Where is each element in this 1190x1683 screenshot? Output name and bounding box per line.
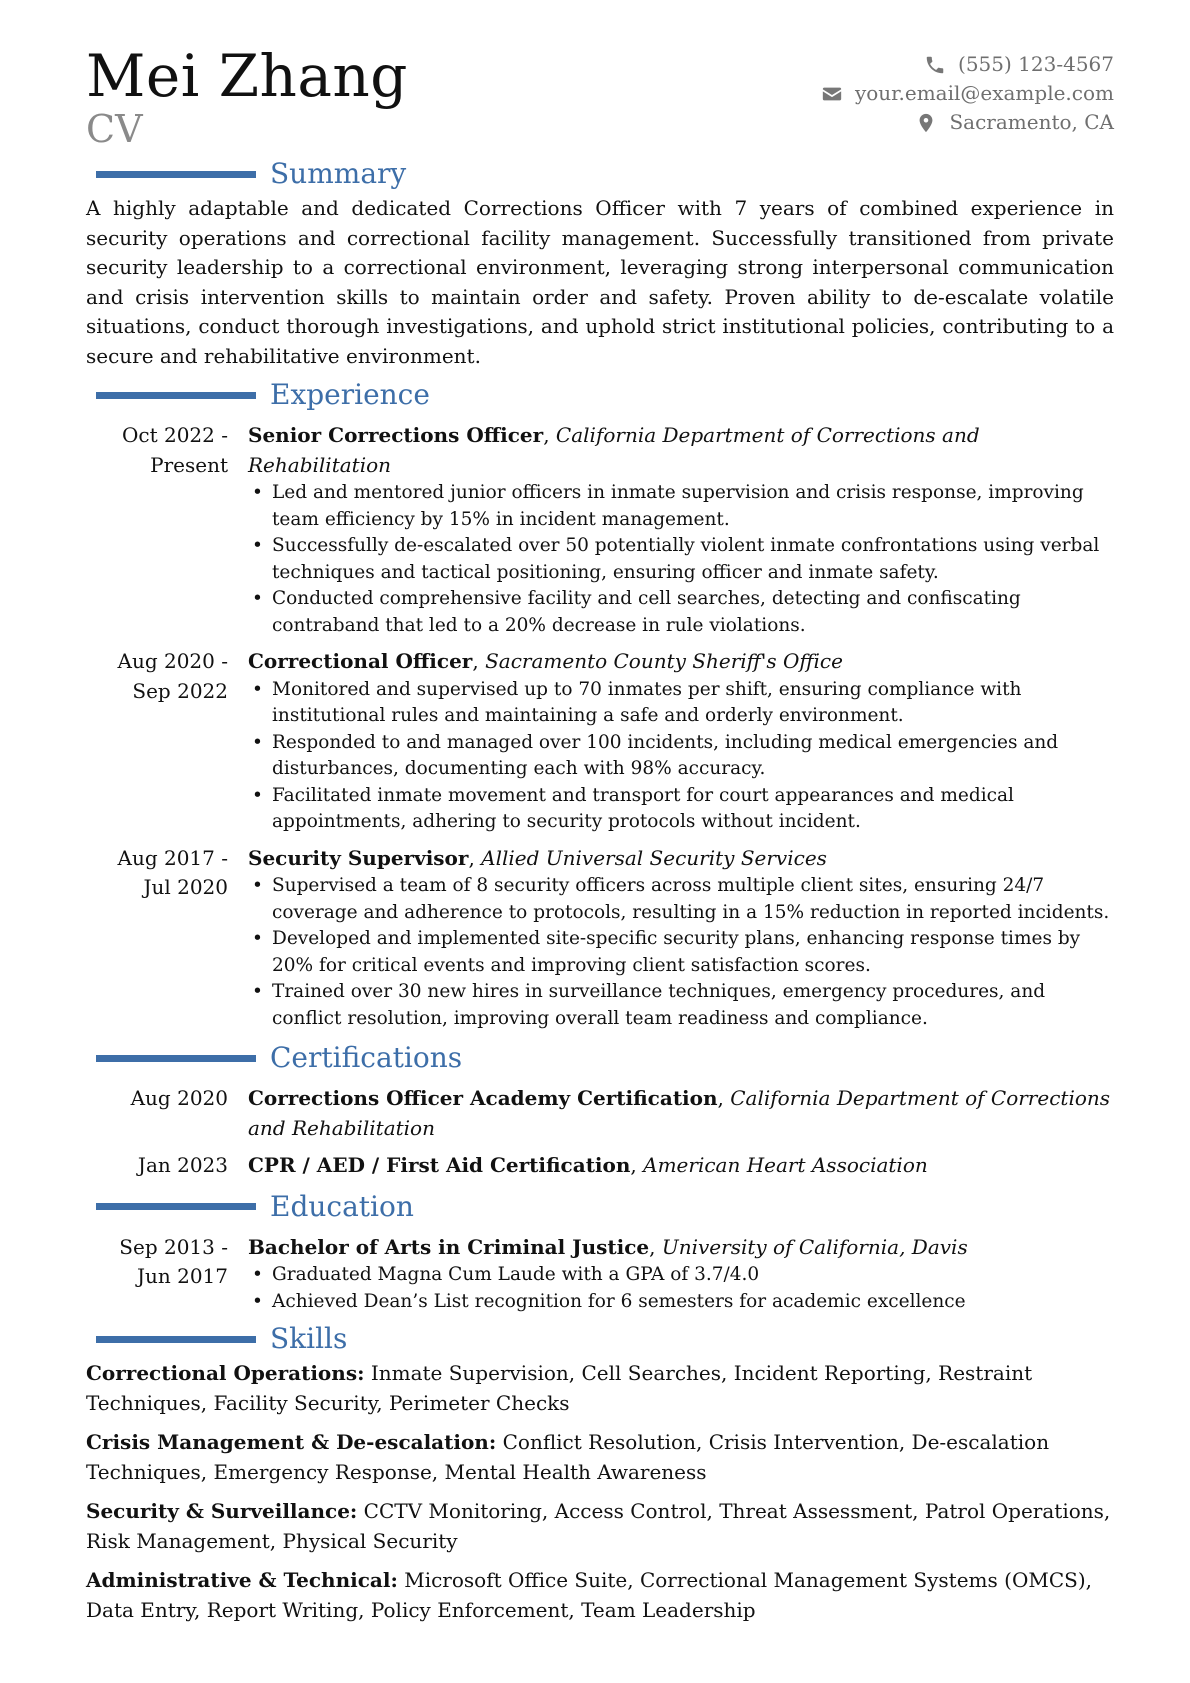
section-rule (96, 392, 256, 399)
bullet-item: • Responded to and managed over 100 incidents, including medical emergencies and disturbances, documenting each with 98% accuracy. (272, 730, 1114, 783)
section-heading (86, 375, 1114, 415)
bullet-item: • Conducted comprehensive facility and cell searches, detecting and confiscating contraband that led to a 20% decrease in rule violations. (272, 586, 1114, 639)
section-title: Certifications (270, 1041, 463, 1074)
bullet-item: • Trained over 30 new hires in surveillance techniques, emergency procedures, and conflict resolution, improving overall team readiness and compliance. (272, 979, 1114, 1032)
entry-date: Jan 2023 (137, 1153, 228, 1177)
section-title: Skills (270, 1322, 348, 1355)
contact-location (821, 108, 1114, 137)
bullet-list (248, 1262, 1114, 1315)
entry-org: Allied Universal Security Services (481, 845, 827, 870)
bullet-list (248, 677, 1114, 836)
contact-phone (821, 50, 1114, 79)
skill-row (86, 1497, 1114, 1556)
skill-row (86, 1428, 1114, 1487)
entry-date: Oct 2022 - Present (121, 423, 228, 477)
certification-entry: Aug 2020 Corrections Officer Academy Certification, California Department of Corrections and Rehabilitation (86, 1084, 1114, 1143)
bullet-item: • Monitored and supervised up to 70 inmates per shift, ensuring compliance with institutional rules and maintaining a safe and orderly environment. (272, 677, 1114, 730)
entry-date: Aug 2017 - Jul 2020 (117, 845, 228, 899)
summary-section (86, 154, 1114, 371)
bullet-list (248, 480, 1114, 639)
experience-section (86, 375, 1114, 1032)
section-title: Education (270, 1189, 414, 1223)
skill-category: Administrative & Technical: (86, 1568, 398, 1592)
email-link[interactable]: your.email@example.com (854, 81, 1114, 105)
entry-date: Aug 2020 (130, 1086, 228, 1110)
cv-header (86, 44, 1114, 154)
experience-entry: Aug 2020 - Sep 2022 Correctional Officer, Sacramento County Sheriff's Office • Monitored and supervised up to 70 inmates per shift, ensuring compliance with institutional rules and maintaining a safe and orderly environment. • Responded to and managed over 100 incidents, including medical emergencies and disturbances, documenting each with 98% accuracy. • Facilitated inmate movement and transport for court appearances and medical appointments, adhering to security protocols without incident. (86, 647, 1114, 836)
skill-row (86, 1566, 1114, 1625)
entry-date: Aug 2020 - Sep 2022 (117, 649, 228, 703)
section-heading (86, 1038, 1114, 1078)
contact-email[interactable] (821, 79, 1114, 108)
phone-icon (924, 54, 946, 76)
skill-category: Correctional Operations: (86, 1361, 365, 1385)
education-entry: Sep 2013 - Jun 2017 Bachelor of Arts in Criminal Justice, University of California, Davis • Graduated Magna Cum Laude with a GPA of 3.7/4.0 • Achieved Dean’s List recognition for 6 semesters for academic excellence (86, 1233, 1114, 1316)
section-rule (96, 171, 256, 178)
certifications-section (86, 1038, 1114, 1181)
map-pin-icon (915, 112, 937, 134)
entry-date: Sep 2013 - Jun 2017 (119, 1234, 228, 1288)
skill-values: Conflict Resolution, Crisis Intervention, De-escalation Techniques, Emergency Response, Mental Health Awareness (86, 1430, 1050, 1484)
entry-org: University of California, Davis (661, 1234, 968, 1259)
section-rule (96, 1336, 256, 1343)
bullet-item: • Supervised a team of 8 security officers across multiple client sites, ensuring 24/7 coverage and adherence to protocols, resulting in a 15% reduction in reported incidents. (272, 873, 1114, 926)
section-rule (96, 1055, 256, 1062)
skills-list (86, 1359, 1114, 1625)
section-heading (86, 154, 1114, 194)
education-section (86, 1187, 1114, 1316)
contact-info (821, 50, 1114, 137)
experience-entry: Aug 2017 - Jul 2020 Security Supervisor, Allied Universal Security Services • Supervised a team of 8 security officers across multiple client sites, ensuring 24/7 coverage and adherence to protocols, resulting in a 15% reduction in reported incidents. • Developed and implemented site-specific security plans, enhancing response times by 20% for critical events and improving client satisfaction scores. • Trained over 30 new hires in surveillance techniques, emergency procedures, and conflict resolution, improving overall team readiness and compliance. (86, 844, 1114, 1033)
experience-entry: Oct 2022 - Present Senior Corrections Officer, California Department of Corrections and Rehabilitation • Led and mentored junior officers in inmate supervision and crisis response, improving team efficiency by 15% in incident management. • Successfully de-escalated over 50 potentially violent inmate confrontations using verbal techniques and tactical positioning, ensuring officer and inmate safety. • Conducted comprehensive facility and cell searches, detecting and confiscating contraband that led to a 20% decrease in rule violations. (86, 421, 1114, 639)
entry-org: California Department of Corrections and Rehabilitation (248, 1086, 1111, 1140)
document-subtitle: CV (86, 107, 143, 151)
skill-values: Inmate Supervision, Cell Searches, Incident Reporting, Restraint Techniques, Facility Security, Perimeter Checks (86, 1361, 1033, 1415)
skill-category: Crisis Management & De-escalation: (86, 1430, 497, 1454)
bullet-list (248, 873, 1114, 1032)
entry-org: Sacramento County Sheriff's Office (485, 649, 843, 673)
summary-text: A highly adaptable and dedicated Corrections Officer with 7 years of combined experience in security operations and correctional facility management. Successfully transitioned from private security leadership to a correctional environment, leveraging strong interpersonal communication and crisis intervention skills to maintain order and safety. Proven ability to de-escalate volatile situations, conduct thorough investigations, and uphold strict institutional policies, contributing to a secure and rehabilitative environment. (86, 196, 1114, 368)
entry-role: Senior Corrections Officer (248, 423, 544, 447)
section-title: Summary (270, 157, 407, 190)
certification-entry: Jan 2023 CPR / AED / First Aid Certification, American Heart Association (86, 1151, 1114, 1181)
entry-role: Security Supervisor (248, 845, 469, 870)
skills-section (86, 1319, 1114, 1625)
entry-role: Correctional Officer (248, 649, 473, 673)
skill-row (86, 1359, 1114, 1418)
section-heading (86, 1319, 1114, 1359)
entry-role: Corrections Officer Academy Certification (248, 1086, 718, 1110)
person-name: Mei Zhang (86, 42, 408, 110)
bullet-item: • Developed and implemented site-specific security plans, enhancing response times by 20% for critical events and improving client satisfaction scores. (272, 926, 1114, 979)
phone-text: (555) 123-4567 (958, 52, 1114, 76)
section-heading (86, 1187, 1114, 1227)
skill-values: CCTV Monitoring, Access Control, Threat Assessment, Patrol Operations, Risk Management, Physical Security (86, 1499, 1111, 1553)
bullet-item: • Facilitated inmate movement and transport for court appearances and medical appointments, adhering to security protocols without incident. (272, 783, 1114, 836)
section-title: Experience (270, 378, 430, 411)
bullet-item: • Graduated Magna Cum Laude with a GPA of 3.7/4.0 (272, 1262, 1114, 1289)
bullet-item: • Led and mentored junior officers in inmate supervision and crisis response, improving team efficiency by 15% in incident management. (272, 480, 1114, 533)
bullet-item: • Successfully de-escalated over 50 potentially violent inmate confrontations using verbal techniques and tactical positioning, ensuring officer and inmate safety. (272, 533, 1114, 586)
cv-page (86, 44, 1114, 1625)
skill-values: Microsoft Office Suite, Correctional Management Systems (OMCS), Data Entry, Report Writing, Policy Enforcement, Team Leadership (86, 1568, 1092, 1622)
entry-role: CPR / AED / First Aid Certification (248, 1153, 631, 1177)
entry-org: California Department of Corrections and Rehabilitation (248, 423, 980, 477)
bullet-item: • Achieved Dean’s List recognition for 6 semesters for academic excellence (272, 1289, 1114, 1316)
section-rule (96, 1203, 256, 1210)
skill-category: Security & Surveillance: (86, 1499, 358, 1523)
entry-role: Bachelor of Arts in Criminal Justice (248, 1234, 650, 1259)
envelope-icon (821, 83, 843, 105)
entry-org: American Heart Association (643, 1153, 928, 1177)
location-text: Sacramento, CA (949, 110, 1114, 134)
